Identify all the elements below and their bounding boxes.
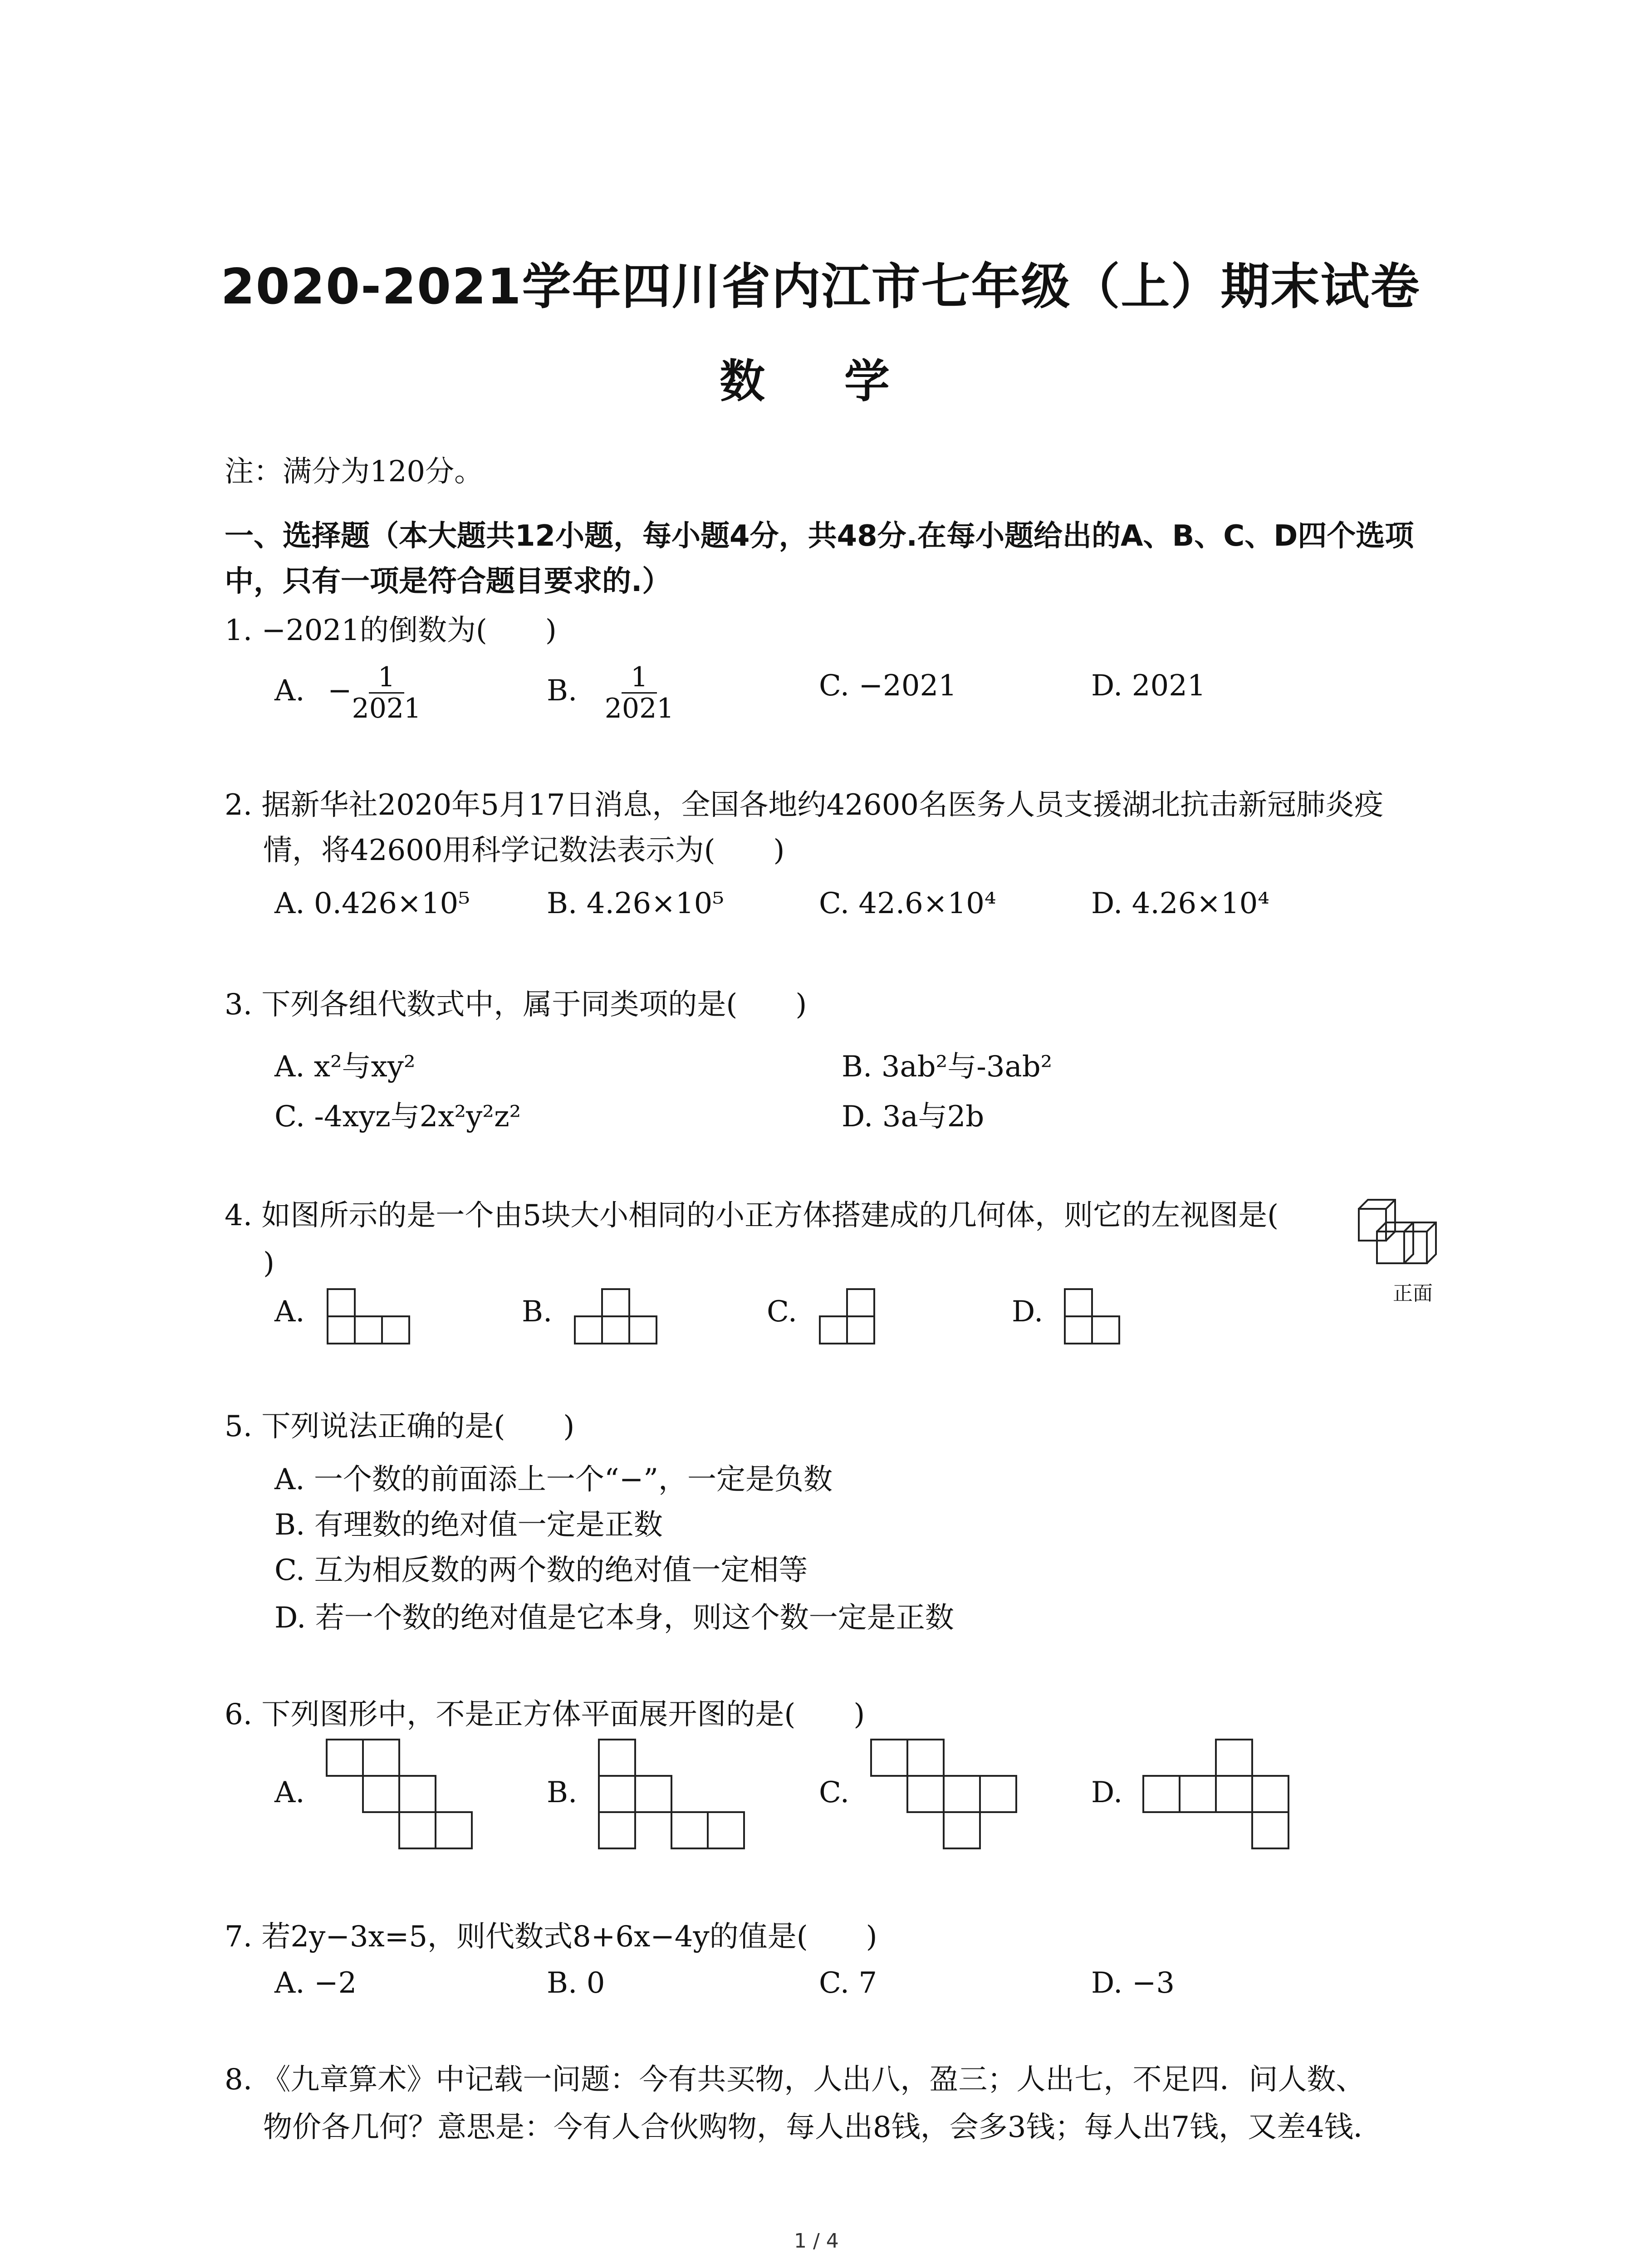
question-3-option-b: B. 3ab²与-3ab² [842, 1050, 1053, 1084]
front-label: 正面 [1393, 1282, 1433, 1305]
question-8-line2: 物价各几何？意思是：今有人合伙购物，每人出8钱，会多3钱；每人出7钱，又差4钱． [263, 2111, 1382, 2144]
fraction-numerator: 1 [369, 662, 404, 694]
question-6-option-a-label: A. [274, 1776, 305, 1809]
question-6-option-d-net [1142, 1739, 1297, 1857]
question-2-line2: 情，将42600用科学记数法表示为( ) [263, 834, 785, 867]
question-2-option-d: D. 4.26×10⁴ [1091, 887, 1269, 920]
fraction-denominator: 2021 [604, 693, 674, 724]
page-title: 2020-2021学年四川省内江市七年级（上）期末试卷 [220, 259, 1421, 315]
question-6-option-d-label: D. [1091, 1776, 1123, 1809]
question-2-option-a: A. 0.426×10⁵ [274, 887, 470, 920]
question-2-option-b: B. 4.26×10⁵ [547, 887, 724, 920]
page-number: 1 / 4 [794, 2229, 839, 2253]
option-b-fraction [605, 662, 674, 723]
question-1-stem: 1. −2021的倒数为( ) [225, 614, 557, 647]
question-6-option-c-net [870, 1739, 1024, 1857]
question-1-option-d: D. 2021 [1091, 669, 1206, 703]
subject-title: 数 学 [720, 355, 921, 408]
section-heading-line1: 一、选择题（本大题共12小题，每小题4分，共48分.在每小题给出的A、B、C、D四个选项 [225, 519, 1414, 553]
question-6-option-a-net [326, 1739, 480, 1857]
question-4-option-c-label: C. [767, 1295, 798, 1329]
question-5-option-d: D. 若一个数的绝对值是它本身，则这个数一定是正数 [274, 1601, 954, 1635]
question-4-option-b-figure [574, 1288, 665, 1352]
score-note: 注：满分为120分。 [225, 455, 484, 489]
option-a-fraction [352, 662, 421, 723]
option-a-label: A. [274, 674, 305, 708]
question-3-option-d: D. 3a与2b [842, 1100, 985, 1134]
question-6-stem: 6. 下列图形中，不是正方体平面展开图的是( ) [225, 1698, 865, 1731]
question-7-option-c: C. 7 [819, 1966, 877, 2000]
cube-stack-figure [1354, 1191, 1454, 1268]
question-4-line2: ) [263, 1246, 274, 1280]
question-3-option-c: C. -4xyz与2x²y²z² [274, 1100, 521, 1134]
question-4-option-a-label: A. [274, 1295, 305, 1329]
question-1-option-b [547, 662, 674, 723]
option-b-label: B. [547, 674, 578, 708]
question-5-option-b: B. 有理数的绝对值一定是正数 [274, 1508, 663, 1542]
question-4-option-a-figure [327, 1288, 417, 1352]
section-heading-line2: 中，只有一项是符合题目要求的.） [225, 565, 671, 598]
question-5-option-c: C. 互为相反数的两个数的绝对值一定相等 [274, 1554, 808, 1587]
question-8-line1: 8. 《九章算术》中记载一问题：今有共买物，人出八，盈三；人出七，不足四．问人数、 [225, 2063, 1365, 2097]
question-6-option-c-label: C. [819, 1776, 850, 1809]
question-7-stem: 7. 若2y−3x=5，则代数式8+6x−4y的值是( ) [225, 1920, 877, 1954]
question-4-option-d-label: D. [1012, 1295, 1043, 1329]
question-2-option-c: C. 42.6×10⁴ [819, 887, 996, 920]
fraction-numerator: 1 [622, 662, 657, 694]
question-7-option-b: B. 0 [547, 1966, 605, 2000]
question-4-option-c-figure [819, 1288, 882, 1352]
question-3-option-a: A. x²与xy² [274, 1050, 416, 1084]
fraction-denominator: 2021 [352, 693, 421, 724]
question-3-stem: 3. 下列各组代数式中，属于同类项的是( ) [225, 988, 807, 1022]
question-5-option-a: A. 一个数的前面添上一个“−”，一定是负数 [274, 1463, 833, 1496]
question-6-option-b-label: B. [547, 1776, 578, 1809]
question-4-option-b-label: B. [522, 1295, 553, 1329]
option-a-sign: − [327, 674, 352, 708]
question-4-line1: 4. 如图所示的是一个由5块大小相同的小正方体搭建成的几何体，则它的左视图是( [225, 1199, 1279, 1232]
question-4-option-d-figure [1064, 1288, 1127, 1352]
question-1-option-c: C. −2021 [819, 669, 957, 703]
question-7-option-d: D. −3 [1091, 1966, 1175, 2000]
question-5-stem: 5. 下列说法正确的是( ) [225, 1410, 575, 1443]
question-2-line1: 2. 据新华社2020年5月17日消息，全国各地约42600名医务人员支援湖北抗击新冠肺炎疫 [225, 788, 1384, 822]
question-1-option-a [274, 662, 421, 723]
question-7-option-a: A. −2 [274, 1966, 357, 2000]
question-6-option-b-net [598, 1739, 752, 1857]
